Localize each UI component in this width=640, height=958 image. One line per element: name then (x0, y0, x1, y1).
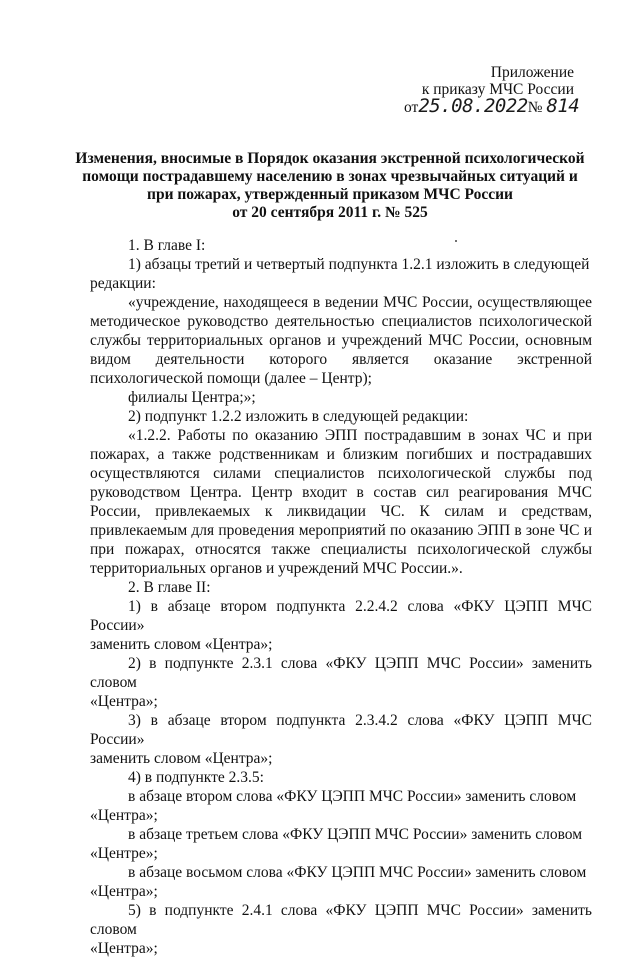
paragraph: «Центра»; (90, 883, 158, 900)
paragraph: 5) в подпункте 2.4.1 слова «ФКУ ЦЭПП МЧС России» заменить словом (90, 902, 592, 938)
title-line: помощи пострадавшему населению в зонах чрезвычайных ситуаций и (82, 168, 578, 185)
paragraph: 2) подпункт 1.2.2 изложить в следующей редакции: (128, 408, 469, 425)
title-line: от 20 сентября 2011 г. № 525 (232, 204, 428, 221)
paragraph: 3) в абзаце втором подпункта 2.3.4.2 слова «ФКУ ЦЭПП МЧС России» (90, 712, 592, 748)
paragraph: 4) в подпункте 2.3.5: (128, 769, 264, 786)
paragraph: «Центра»; (90, 940, 158, 957)
paragraph: в абзаце третьем слова «ФКУ ЦЭПП МЧС России» заменить словом (128, 826, 583, 843)
handwritten-date: 25.08.2022 (418, 95, 528, 117)
section-heading: 1. В главе I: (128, 237, 206, 254)
appendix-label: Приложение (490, 64, 574, 81)
paragraph: филиалы Центра;»; (128, 389, 256, 406)
title-line: Изменения, вносимые в Порядок оказания экстренной психологической (75, 150, 585, 167)
paragraph: «Центра»; (90, 807, 158, 824)
paragraph: 2) в подпункте 2.3.1 слова «ФКУ ЦЭПП МЧС России» заменить словом (90, 655, 592, 691)
paragraph: «Центра»; (90, 693, 158, 710)
paragraph: «1.2.2. Работы по оказанию ЭПП пострадавшим в зонах ЧС и при пожарах, а также родственникам и близким погибших и пострадавших осуществляются силами специалистов психологической службы под руководством Центра. Центр входит в состав сил реагирования МЧС России, привлекаемых к ликвидации ЧС. К силам и средствам, привлекаемым для проведения мероприятий по оказанию ЭПП в зоне ЧС и при пожарах, относятся также специалисты психологической службы территориальных органов и учреждений МЧС России.». (90, 427, 592, 577)
paragraph: 1) абзацы третий и четвертый подпункта 1.2.1 изложить в следующей (128, 256, 590, 273)
paragraph: 1) в абзаце втором подпункта 2.2.4.2 слова «ФКУ ЦЭПП МЧС России» (90, 598, 592, 634)
from-label: от (404, 99, 419, 116)
paragraph: заменить словом «Центра»; (90, 750, 273, 767)
document-title (70, 150, 590, 222)
paragraph: «Центре»; (90, 845, 158, 862)
paragraph: в абзаце втором слова «ФКУ ЦЭПП МЧС России» заменить словом (128, 788, 577, 805)
paragraph: редакции: (90, 275, 156, 292)
order-reference: к приказу МЧС России (421, 81, 574, 98)
title-line: при пожарах, утвержденный приказом МЧС России (147, 186, 513, 203)
document-body (90, 236, 592, 958)
paragraph: «учреждение, находящееся в ведении МЧС России, осуществляющее методическое руководство деятельностью специалистов психологической службы территориальных органов и учреждений МЧС России, основным видом деятельности которого является оказание экстренной психологической помощи (далее – Центр); (90, 294, 592, 387)
handwritten-number: 814 (546, 95, 580, 117)
number-label: № (527, 99, 543, 116)
order-date-number (404, 95, 580, 117)
paragraph: в абзаце восьмом слова «ФКУ ЦЭПП МЧС России» заменить словом (128, 864, 587, 881)
section-heading: 2. В главе II: (128, 579, 211, 596)
appendix-header (404, 64, 580, 117)
paragraph: заменить словом «Центра»; (90, 636, 273, 653)
